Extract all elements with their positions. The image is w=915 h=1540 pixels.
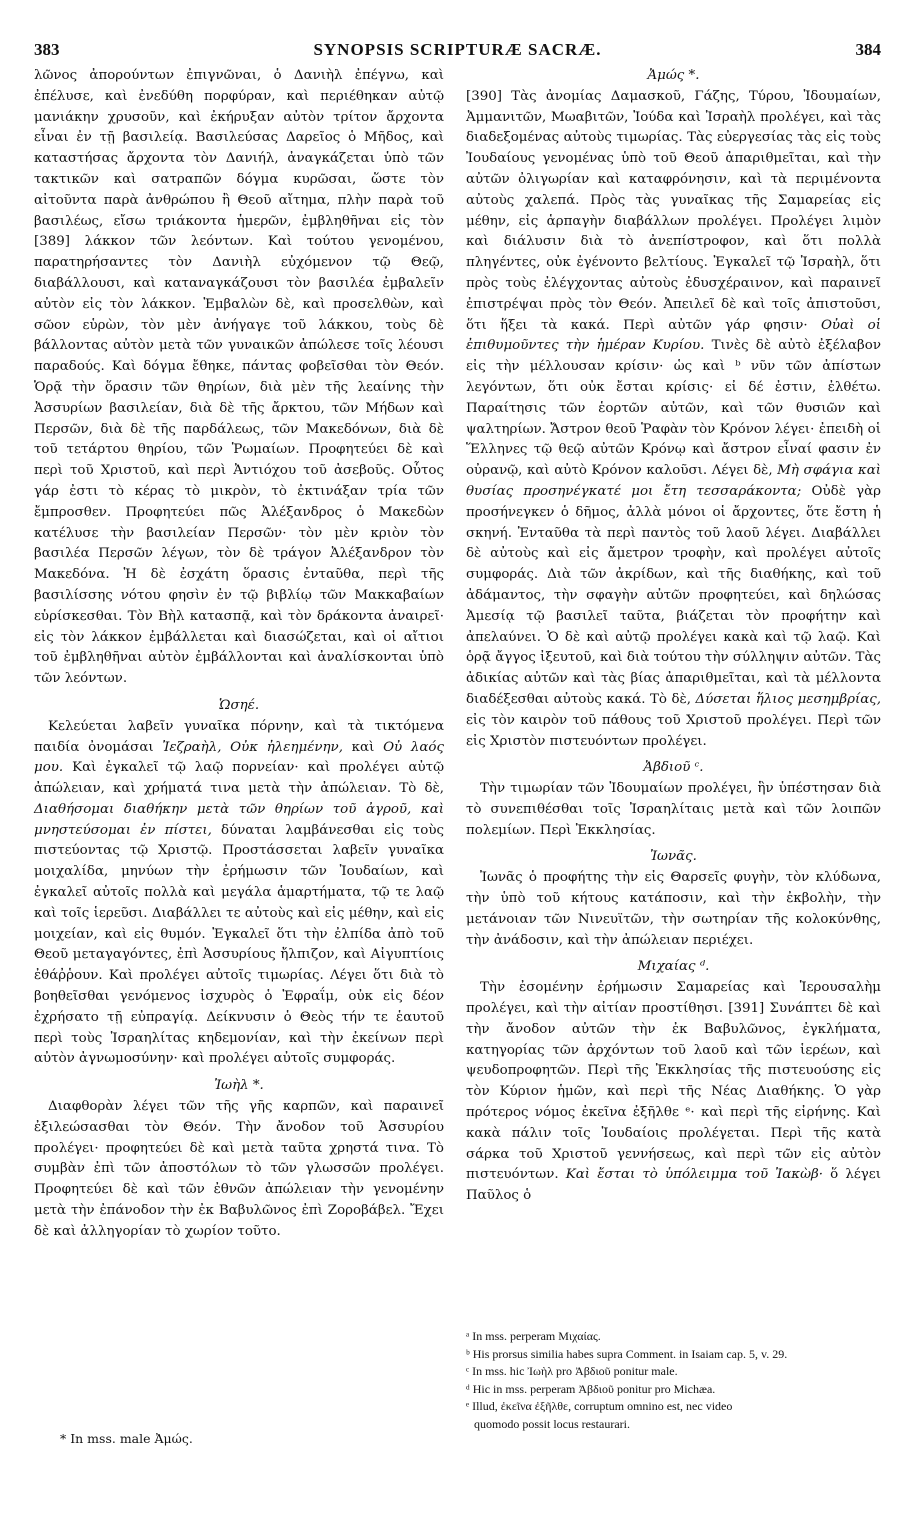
running-header	[34, 40, 881, 64]
amos-quote-1: Οὐαὶ οἱ ἐπιθυμοῦντες τὴν ἡμέραν Κυρίου.	[466, 317, 881, 354]
osee-text-c: Καὶ ἐγκαλεῖ τῷ λαῷ πορνείαν· καὶ προλέγει αὐτῷ ἀπώλειαν, καὶ χρήματά τινα μετὰ τὴν ἀπώλειαν. Τὸ δὲ,	[34, 760, 444, 797]
jonas-paragraph: Ἰωνᾶς ὁ προφήτης τὴν εἰς Θαρσεῖς φυγὴν, τὸν κλύδωνα, τὴν ὑπὸ τοῦ κήτους κατάποσιν, καὶ τὴν ἐκβολὴν, τὴν μετάνοιαν τῶν Νινευϊτῶν, τὴν σωτηρίαν τῆς κολοκύνθης, τὴν ἀνάδοσιν, καὶ τὴν ἀπώλειαν περιέχει.	[466, 870, 881, 948]
amos-text-b: Τινὲς δὲ αὐτὸ ἐξέλαβον εἰς τὴν μέλλουσαν κρίσιν· ὡς καὶ ᵇ νῦν τῶν ἀπίστων λεγόντων, ὅτι οὐκ ἔσται κρίσις· εἰ δέ ἐστιν, ἐλθέτω. Παραίτησις τῶν ἑορτῶν αὐτῶν, καὶ τῶν θυσιῶν καὶ ψαλτηρίων. Ἄστρον θεοῦ Ῥαφὰν τὸν Κρόνον λέγει· ἐπειδὴ οἱ Ἕλληνες τῷ θεῷ αὐτῶν Κρόνῳ καὶ ἄστρον εἶναί φασιν ἐν οὐρανῷ, καὶ αὐτὸ Κρόνον καλοῦσι. Λέγει δὲ,	[466, 338, 882, 479]
osee-paragraph	[34, 717, 444, 1071]
osee-text-b: καὶ	[342, 739, 384, 755]
daniel-continuation-paragraph: λῶνος ἀπορούντων ἐπιγνῶναι, ὁ Δανιὴλ ἐπέγνω, καὶ ἐπέλυσε, καὶ ἐνεδύθη πορφύραν, καὶ περιέθηκαν αὐτῷ μανιάκην χρυσοῦν, καὶ ἐκήρυξαν αὐτὸν τρίτον ἄρχοντα εἶναι ἐν τῇ βασιλείᾳ. Βασιλεύσας Δαρεῖος ὁ Μῆδος, καὶ καταστήσας ἄρχοντα τὸν Δανιήλ, ἀναγκάζεται ὑπὸ τῶν τακτικῶν καὶ σατραπῶν δόγμα κυρῶσαι, ὥστε τὸν αἰτοῦντα παρὰ ἀνθρώπου ἢ Θεοῦ αἴτημα, πλὴν παρὰ τοῦ βασιλέως, εἴσω τριάκοντα ἡμερῶν, ἐμβληθῆναι εἰς τὸν [389] λάκκον τῶν λεόντων. Καὶ τούτου γενομένου, παρατηρήσαντες τὸν Δανιὴλ εὐχόμενον τῷ Θεῷ, διαβάλλουσι, καὶ καταναγκάζουσι τὸν βασιλέα ἐμβαλεῖν αὐτὸν εἰς τὸν λάκκον. Ἐμβαλὼν δὲ, καὶ προσελθὼν, καὶ σῶον εὑρὼν, τὸν μὲν ἀνήγαγε τοῦ λάκκου, τοὺς δὲ βάλλοντας αὐτὸν μετὰ τῶν γυναικῶν ἀπώλεσε τοῖς λέουσι παραδούς. Καὶ δόγμα ἔθηκε, πάντας φοβεῖσθαι τὸν Θεόν. Ὁρᾷ τὴν ὅρασιν τῶν θηρίων, διὰ μὲν τῆς λεαίνης τὴν Ἀσσυρίων βασιλείαν, διὰ δὲ τῆς ἄρκτου, τῶν Μήδων καὶ Περσῶν, διὰ δὲ τῆς παρδάλεως, τῶν Μακεδόνων, διὰ δὲ τοῦ τετάρτου θηρίου, τῶν Ῥωμαίων. Προφητεύει δὲ καὶ περὶ τοῦ Χριστοῦ, καὶ περὶ Ἀντιόχου τοῦ ἀσεβοῦς. Οὗτος γάρ ἐστι τὸ κέρας τὸ μικρὸν, τὸ ἐκτινάξαν τρία τῶν ἔμπροσθεν. Προφητεύει πῶς Ἀλέξανδρος ὁ Μακεδὼν κατέλυσε τὴν βασιλείαν Περσῶν· τὸν μὲν κριὸν τὸν βασιλέα Περσῶν λέγων, τὸν δὲ τράγον Ἀλέξανδρον τὸν Μακεδόνα. Ἡ δὲ ἐσχάτη ὅρασις ἐνταῦθα, περὶ τῆς βασιλίσσης νότου φησὶν ἐν τῷ βιβλίῳ τῶν Μακκαβαίων εὑρίσκεσθαι. Τὸν Βὴλ κατασπᾷ, καὶ τὸν δράκοντα ἀναιρεῖ· εἰς τὸν λάκκον ἐμβάλλεται καὶ διασώζεται, καὶ οἱ αἴτιοι τοῦ ἐμβληθῆναι αὐτὸν ἐμβάλλονται καὶ ἀναλίσκονται ὑπὸ τῶν λεόντων.	[34, 68, 444, 687]
joel-paragraph: Διαφθορὰν λέγει τῶν τῆς γῆς καρπῶν, καὶ παραινεῖ ἐξιλεώσασθαι τὸν Θεόν. Τὴν ἄνοδον τοῦ Ἀσσυρίου προλέγει· προφητεύει δὲ καὶ μετὰ ταῦτα χρηστά τινα. Τὸ συμβὰν ἐπὶ τῶν ἀποστόλων τὸ τῶν γλωσσῶν προλέγει. Προφητεύει δὲ καὶ τῶν ἐθνῶν ἀπώλειαν τὴν γενομένην μετὰ τὴν ἐπάνοδον τὴν ἐκ Βαβυλῶνος ἐπὶ Ζοροβάβελ. Ἔχει δὲ καὶ ἀλληγορίαν τὸ χωρίον τοῦτο.	[34, 1099, 444, 1239]
footnote-left: * In mss. male Ἀμώς.	[60, 1431, 193, 1446]
abdiu-paragraph: Τὴν τιμωρίαν τῶν Ἰδουμαίων προλέγει, ἣν ὑπέστησαν διὰ τὸ συνεπιθέσθαι τοῖς Ἰσραηλίταις μετὰ καὶ τῶν λοιπῶν πολεμίων. Περὶ Ἐκκλησίας.	[466, 781, 881, 838]
amos-text-c: Οὐδὲ γὰρ προσήνεγκεν ὁ δῆμος, ἀλλὰ μόνοι οἱ ἄρχοντες, ὅτε ἔστη ἡ σκηνή. Ἐνταῦθα τὰ περὶ παντὸς τοῦ λαοῦ λέγει. Διαβάλλει δὲ αὐτοὺς καὶ εἰς ἄμετρον τροφὴν, καὶ προλέγει αὐτοῖς συμφοράς. Διὰ τῶν ἀκρίδων, καὶ τῆς διαθήκης, καὶ τοῦ ἀδάμαντος, τὴν σφαγὴν αὐτῶν προφητεύει, καὶ δηλώσας Ἀμεσίᾳ τῷ βασιλεῖ ταῦτα, βιάζεται τὸν προφήτην καὶ ἀπελαύνει. Ὁ δὲ καὶ αὐτῷ προλέγει κακὰ καὶ τῷ λαῷ. Καὶ ὁρᾷ ἄγγος ἰξευτοῦ, καὶ διὰ τούτου τὴν σύλληψιν αὐτῶν. Τὰς ἀδικίας αὐτῶν καὶ τὰς βίας ἀπαριθμεῖται, καὶ τὰ μέλλοντα διαδέξεσθαι αὐτοὺς κακά. Τὸ δὲ,	[466, 483, 882, 707]
amos-text-a: [390] Τὰς ἀνομίας Δαμασκοῦ, Γάζης, Τύρου, Ἰδουμαίων, Ἀμμανιτῶν, Μωαβιτῶν, Ἰούδα καὶ Ἰσραὴλ προλέγει, καὶ τὰς διαδεξομένας αὐτοὺς τιμωρίας. Τὰς εὐεργεσίας τὰς εἰς τοὺς Ἰουδαίους γενομένας ὑπὸ τοῦ Θεοῦ ἀπαριθμεῖται, καὶ τὴν αὐτῶν ὀλιγωρίαν καὶ καταφρόνησιν, καὶ τὰ περιμένοντα αὐτοὺς χαλεπά. Πρὸς τὰς γυναῖκας τῆς Σαμαρείας εἰς μέθην, εἰς ἁρπαγὴν διαβάλλων προλέγει. Προλέγει λιμὸν καὶ διάλυσιν διὰ τὸ ἀνεπίστροφον, καὶ ὅτι πολλὰ πληγέντες, οὐκ ἐγένοντο βελτίους. Ἐγκαλεῖ τῷ Ἰσραὴλ, ὅτι πρὸς τοὺς ἐλέγχοντας αὐτοὺς ἐδυσχέραινον, καὶ παραινεῖ ἐπιστρέψαι πρὸς τὸν Θεόν. Ἀπειλεῖ δὲ καὶ τοῖς ἀπιστοῦσι, ὅτι ἥξει τὰ κακά. Περὶ αὐτῶν γάρ φησιν·	[466, 88, 881, 333]
michaeas-quote: Καὶ ἔσται τὸ ὑπόλειμμα τοῦ Ἰακὼβ·	[565, 1167, 824, 1183]
footnote-c: ᶜ In mss. hic Ἰωὴλ pro Ἀβδιοῦ ponitur male.	[466, 1364, 678, 1378]
footnotes-right	[466, 1328, 881, 1433]
section-heading-michaeas: Μιχαίας ᵈ.	[637, 959, 710, 975]
footnote-e-continued: quomodo possit locus restaurari.	[474, 1416, 630, 1431]
footnote-b: ᵇ His prorsus similia habes supra Comment. in Isaiam cap. 5, v. 29.	[466, 1346, 788, 1361]
michaeas-paragraph	[466, 978, 881, 1207]
section-heading-jonas: Ἰωνᾶς.	[650, 849, 697, 865]
section-heading-joel: Ἰωὴλ *.	[214, 1078, 264, 1094]
michaeas-text-b: ὅ λέγει Παῦλος ὁ	[466, 1167, 881, 1204]
osee-text-d: δύναται λαμβάνεσθαι εἰς τοὺς πιστεύοντας τῷ Χριστῷ. Προστάσσεται λαβεῖν γυναῖκα μοιχαλίδα, μηνύων τὴν ἐρήμωσιν τῶν Ἰουδαίων, καὶ ἐγκαλεῖ αὐτοῖς πολλὰ καὶ μεγάλα ἁμαρτήματα, τῷ τε λαῷ καὶ τοῖς ἱερεῦσι. Διαβάλλει τε αὐτοὺς καὶ εἰς μέθην, καὶ εἰς μοιχείαν, καὶ εἰς θυμόν. Ἐγκαλεῖ ὅτι τὴν ἐλπίδα ἀπὸ τοῦ Θεοῦ μεταγαγόντες, ἐπὶ Ἀσσυρίους ἤλπιζον, καὶ Αἰγυπτίοις ἐθάῤῥουν. Καὶ προλέγει αὐτοῖς τιμωρίας. Λέγει ὅτι διὰ τὸ βοηθεῖσθαι γενόμενος ἰσχυρὸς ὁ Ἐφραΐμ, οὐκ εἰς δέον ἐχρήσατο τῇ εὐπραγίᾳ. Δείκνυσιν ὁ Θεὸς τήν τε ἑαυτοῦ περὶ τοὺς Ἰσραηλίτας κηδεμονίαν, καὶ τὴν ἐκείνων περὶ αὐτὸν ἀγνωμοσύνην· καὶ προλέγει αὐτοῖς συμφοράς.	[34, 822, 445, 1067]
footnote-e: ᵉ Illud, ἐκεῖνα ἐξῆλθε, corruptum omnino est, nec video	[466, 1399, 733, 1413]
section-heading-osee: Ὡσηέ.	[218, 697, 260, 713]
section-heading-abdiu: Ἀβδιοῦ ᶜ.	[643, 760, 704, 776]
footnote-a: ᵃ In mss. perperam Μιχαίας.	[466, 1329, 601, 1343]
page-number-right: 384	[855, 40, 881, 59]
running-title: SYNOPSIS SCRIPTURÆ SACRÆ.	[313, 40, 602, 59]
amos-text-d: εἰς τὸν καιρὸν τοῦ πάθους τοῦ Χριστοῦ προλέγει. Περὶ τῶν εἰς Χριστὸν πιστευόντων προλέγει.	[466, 712, 881, 749]
section-heading-amos: Ἀμώς *.	[647, 68, 700, 83]
amos-quote-2: Μὴ σφάγια καὶ θυσίας προσηνέγκατέ μοι ἔτη τεσσαράκοντα;	[466, 463, 882, 499]
left-column	[34, 66, 444, 1243]
osee-quote-2: Οὐ λαός μου.	[34, 739, 444, 776]
footnote-d: ᵈ Hic in mss. perperam Ἀβδιοῦ ponitur pro Michæa.	[466, 1381, 716, 1396]
michaeas-text-a: Τὴν ἐσομένην ἐρήμωσιν Σαμαρείας καὶ Ἱερουσαλὴμ προλέγει, καὶ τὴν αἰτίαν προστίθησι. [391] Συνάπτει δὲ καὶ τὴν ἄνοδον αὐτῶν τὴν ἐκ Βαβυλῶνος, ἐγκλήματα, κατηγορίας τῶν ἀρχόντων τοῦ λαοῦ καὶ τῶν ἱερέων, καὶ ψευδοπροφητῶν. Περὶ τῆς Ἐκκλησίας τῆς πιστευούσης εἰς τὸν Κύριον ἡμῶν, καὶ περὶ τῆς Νέας Διαθήκης. Ὁ γὰρ πρότερος νόμος ἐκεῖνα ἐξῆλθε ᵉ· καὶ περὶ τῆς εἰρήνης. Καὶ κακὰ πάλιν τοῖς Ἰουδαίοις προλέγεται. Περὶ τῆς κατὰ σάρκα τοῦ Χριστοῦ γεννήσεως, καὶ περὶ τῶν εἰς αὐτὸν πιστευόντων.	[466, 980, 881, 1183]
amos-paragraph	[466, 87, 881, 753]
osee-quote-1: Ἰεζραὴλ, Οὐκ ἠλεημένην,	[162, 739, 343, 755]
amos-quote-3: Δύσεται ἥλιος μεσημβρίας,	[695, 691, 881, 707]
osee-quote-3: Διαθήσομαι διαθήκην μετὰ τῶν θηρίων τοῦ ἀγροῦ, καὶ μνηστεύσομαι ἐν πίστει,	[34, 801, 444, 838]
osee-text-a: Κελεύεται λαβεῖν γυναῖκα πόρνην, καὶ τὰ τικτόμενα παιδία ὀνομάσαι	[34, 718, 444, 755]
page-number-left: 383	[34, 40, 60, 59]
right-column	[466, 66, 881, 1207]
